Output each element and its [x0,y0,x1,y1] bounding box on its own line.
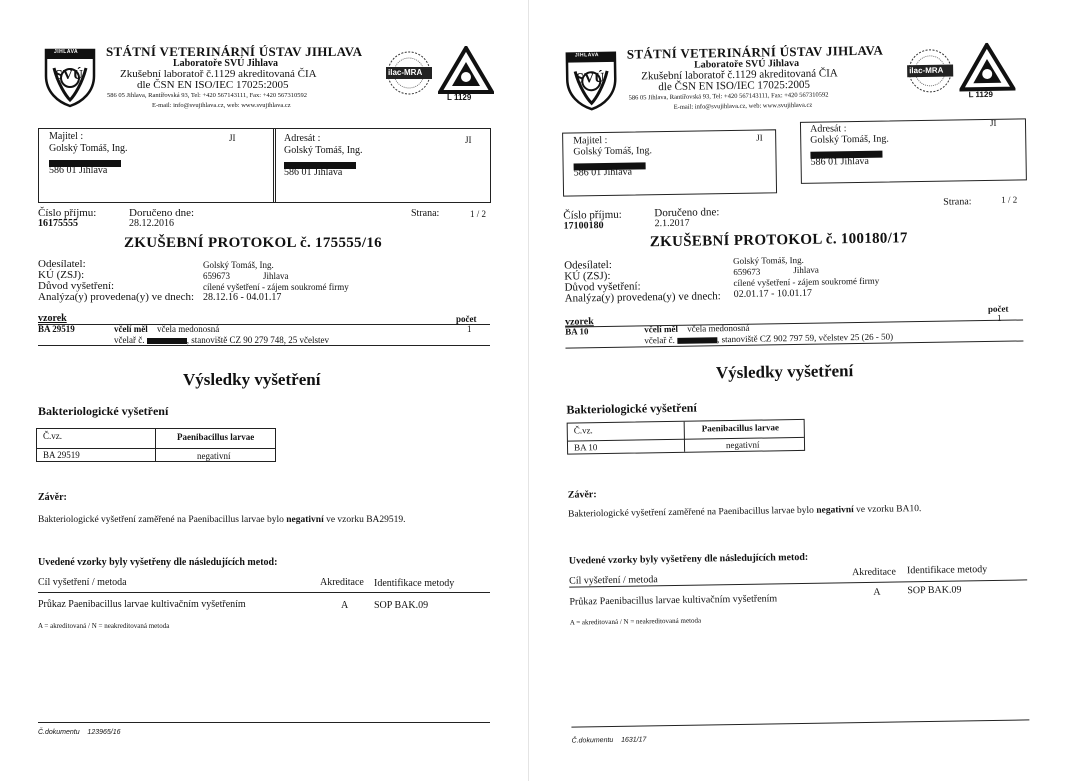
ku-code: 659673 [733,266,761,277]
method-goal: Průkaz Paenibacillus larvae kultivačním vyšetřením [38,599,246,610]
receipt-number-label: Číslo příjmu: [38,207,97,219]
table-header-sample: Č.vz. [573,425,593,436]
method-goal: Průkaz Paenibacillus larvae kultivačním vyšetřením [569,593,778,608]
footer-rule [571,719,1029,727]
section-title: Bakteriologické vyšetření [566,400,697,417]
beekeeper-line: včelař č. , stanoviště CZ 902 797 59, včelstev 25 (26 - 50) [644,331,894,346]
accreditation-legend: A = akreditovaná / N = neakreditovaná metoda [569,616,702,627]
lab-name: Laboratoře SVÚ Jihlava [173,58,278,69]
methods-title: Uvedené vzorky byly vyšetřeny dle následujících metod: [38,557,278,568]
method-accreditation: A [341,600,349,611]
ilac-text: ilac-MRA [909,65,944,76]
sample-header-rule [38,324,490,325]
method-accreditation: A [873,586,881,598]
ku-city: Jihlava [263,271,289,281]
sample-count: 1 [996,312,1002,323]
table-header-sample: Č.vz. [43,431,62,441]
addressee-code: JI [465,135,472,145]
standard-line: dle ČSN EN ISO/IEC 17025:2005 [137,79,289,91]
page-label: Strana: [943,196,972,208]
page-number: 1 / 2 [1001,194,1018,205]
sample-header-rule [565,319,1023,327]
sample-id: BA 29519 [38,324,75,334]
protocol-document-right [540,0,1069,781]
analysis-dates: 02.01.17 - 10.01.17 [733,287,813,300]
addressee-name: Golský Tomáš, Ing. [810,133,889,146]
methods-title: Uvedené vzorky byly vyšetřeny dle následujících metod: [568,551,809,567]
reason-value: cílené vyšetření - zájem soukromé firmy [203,282,349,292]
institute-name: STÁTNÍ VETERINÁRNÍ ÚSTAV JIHLAVA [626,42,884,62]
owner-city: 586 01 Jihlava [573,166,633,179]
ilac-text: ilac-MRA [388,68,423,77]
sample-type: včela medonosná [687,322,750,334]
table-cell-sample: BA 10 [573,442,598,453]
receipt-number-label: Číslo příjmu: [563,208,622,222]
ku-label: KÚ (ZSJ): [38,269,85,281]
ku-label: KÚ (ZSJ): [564,269,611,283]
cia-accreditation-logo [959,43,1016,94]
protocol-document-left [0,0,520,781]
addressee-code: JI [989,117,997,128]
standard-line: dle ČSN EN ISO/IEC 17025:2005 [658,78,811,94]
owner-label: Majitel : [573,134,608,147]
owner-code: JI [229,133,236,143]
section-title: Bakteriologické vyšetření [38,404,169,418]
owner-name: Golský Tomáš, Ing. [573,145,653,158]
conclusion-label: Závěr: [567,489,597,501]
methods-header-rule [38,592,490,593]
beekeeper-line: včelař č. , stanoviště CZ 90 279 748, 25 včelstev [114,335,329,345]
logo-letters: SVÚ [55,68,84,83]
addressee-label: Adresát : [809,123,847,135]
method-ident: SOP BAK.09 [907,584,962,597]
protocol-title: ZKUŠEBNÍ PROTOKOL č. 175555/16 [124,235,382,251]
protocol-title: ZKUŠEBNÍ PROTOKOL č. 100180/17 [649,230,908,251]
table-cell-result: negativní [725,439,760,451]
logo-letters: SVÚ [576,71,605,87]
owner-name: Golský Tomáš, Ing. [49,143,128,154]
accreditation-legend: A = akreditovaná / N = neakreditovaná metoda [38,622,170,630]
footer-rule [38,722,490,723]
sender-value: Golský Tomáš, Ing. [733,254,804,266]
results-title: Výsledky vyšetření [183,370,321,389]
results-table [36,428,276,462]
delivered-label: Doručeno dne: [129,207,195,219]
doc-number: Č.dokumentu 123965/16 [38,729,121,736]
delivered-label: Doručeno dne: [654,206,720,220]
reason-label: Důvod vyšetření: [564,280,641,294]
logo-top-text: JIHLAVA [574,52,600,59]
methods-col-accreditation: Akreditace [851,566,896,579]
conclusion-label: Závěr: [38,492,67,503]
addressee-name: Golský Tomáš, Ing. [284,145,363,156]
ku-code: 659673 [203,271,230,281]
addressee-label: Adresát : [284,133,321,144]
sample-count: 1 [467,324,472,334]
ku-city: Jihlava [793,264,819,276]
methods-col-goal: Cíl vyšetření / metoda [38,577,127,588]
analysis-dates: 28.12.16 - 04.01.17 [203,292,282,303]
lab-code: L 1129 [447,93,472,102]
doc-number: Č.dokumentu 1631/17 [571,736,647,745]
results-title: Výsledky vyšetření [715,361,854,383]
receipt-number: 16175555 [38,218,78,229]
sender-label: Odesílatel: [38,258,86,270]
accreditation-line: Zkušební laboratoř č.1129 akreditovaná ČIA [120,68,317,80]
count-column-header: počet [456,314,477,324]
table-cell-result: negativní [197,451,231,461]
lab-code: L 1129 [968,89,993,100]
sender-label: Odesílatel: [564,258,612,272]
addressee-city: 586 01 Jihlava [810,155,869,168]
page-number: 1 / 2 [470,209,487,219]
sample-type-bold: včelí měl [644,323,678,335]
page-gap [528,0,529,781]
sample-type: včela medonosná [157,324,220,334]
methods-col-ident: Identifikace metody [906,564,988,577]
method-ident: SOP BAK.09 [374,600,429,611]
lab-name: Laboratoře SVÚ Jihlava [693,57,800,71]
reason-label: Důvod vyšetření: [38,280,115,292]
address-line: 586 05 Jihlava, Rantířovská 93, Tel: +420 567143111, Fax: +420 567310592 [628,91,829,102]
address-line: 586 05 Jihlava, Rantířovská 93, Tel: +420 567143111, Fax: +420 567310592 [107,92,307,99]
methods-col-accreditation: Akreditace [320,577,364,588]
owner-label: Majitel : [49,131,84,142]
accreditation-line: Zkušební laboratoř č.1129 akreditovaná ČIA [641,67,838,83]
delivered-date: 28.12.2016 [129,218,174,229]
table-header-pathogen: Paenibacillus larvae [701,422,780,434]
addressee-city: 586 01 Jihlava [284,167,343,178]
sample-id: BA 10 [565,326,589,337]
sender-value: Golský Tomáš, Ing. [203,260,274,270]
methods-col-ident: Identifikace metody [374,578,455,589]
contact-line: E-mail: info@svujihlava.cz, web: www.svujihlava.cz [152,102,291,109]
cia-accreditation-logo [438,46,494,96]
page-label: Strana: [411,208,440,219]
owner-code: JI [756,132,763,143]
receipt-number: 17100180 [563,220,604,232]
table-cell-sample: BA 29519 [43,450,80,460]
conclusion-text: Bakteriologické vyšetření zaměřené na Paenibacillus larvae bylo negativní ve vzorku BA10. [568,504,922,520]
results-table [567,419,805,455]
reason-value: cílené vyšetření - zájem soukromé firmy [733,275,880,288]
conclusion-text: Bakteriologické vyšetření zaměřené na Paenibacillus larvae bylo negativní ve vzorku BA29519. [38,515,406,525]
sample-type-bold: včelí měl [114,324,148,334]
contact-line: E-mail: info@svujihlava.cz, web: www.svujihlava.cz [673,101,813,111]
methods-col-goal: Cíl vyšetření / metoda [569,574,658,587]
owner-city: 586 01 Jihlava [49,165,108,176]
analysis-label: Analýza(y) provedena(y) ve dnech: [564,290,721,305]
sample-bottom-rule [38,345,490,346]
analysis-label: Analýza(y) provedena(y) ve dnech: [38,291,195,303]
table-header-pathogen: Paenibacillus larvae [177,432,255,442]
logo-top-text: JIHLAVA [54,49,79,55]
count-column-header: počet [987,303,1009,315]
delivered-date: 2.1.2017 [654,217,690,230]
sample-column-header: vzorek [38,313,67,324]
sample-column-header: vzorek [564,316,594,328]
institute-name: STÁTNÍ VETERINÁRNÍ ÚSTAV JIHLAVA [106,44,363,59]
